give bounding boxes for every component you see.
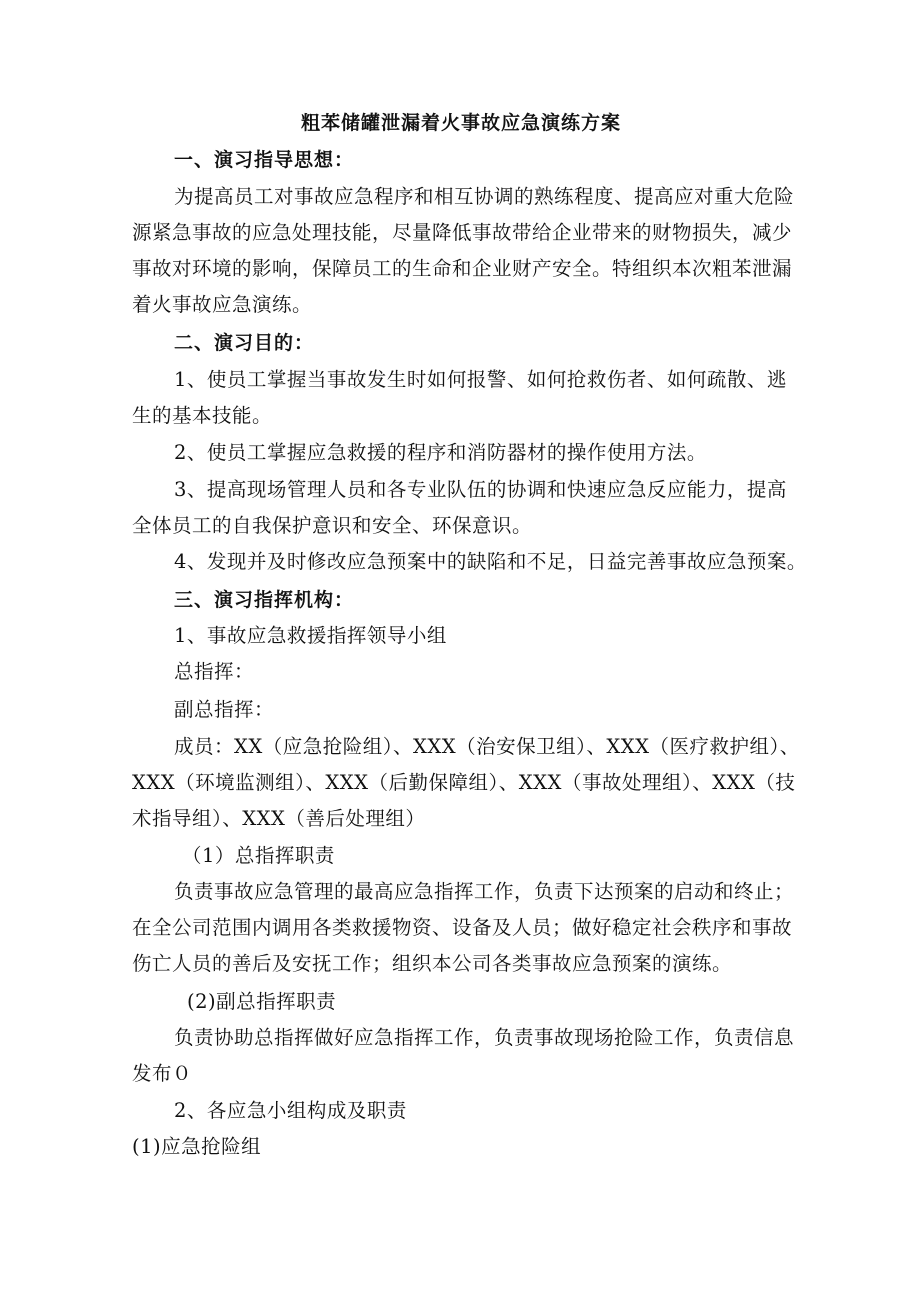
- paragraph-line: 着火事故应急演练。: [132, 293, 313, 316]
- paragraph-line: 事故对环境的影响，保障员工的生命和企业财产安全。特组织本次粗苯泄漏: [132, 257, 793, 280]
- paragraph-line: 为提高员工对事故应急程序和相互协调的熟练程度、提高应对重大危险: [174, 185, 795, 208]
- members-line: 术指导组）、XXX（善后处理组）: [132, 807, 426, 830]
- members-line: 成员：XX（应急抢险组）、XXX（治安保卫组）、XXX（医疗救护组）、: [174, 735, 800, 758]
- paragraph-line: 负责协助总指挥做好应急指挥工作，负责事故现场抢险工作，负责信息: [174, 1026, 795, 1049]
- subsection-heading: 1、事故应急救援指挥领导小组: [174, 624, 447, 647]
- duty-heading-commander: （1）总指挥职责: [182, 844, 335, 867]
- deputy-commander-label: 副总指挥：: [174, 698, 275, 721]
- group-heading: (1)应急抢险组: [132, 1135, 262, 1158]
- list-item: 2、使员工掌握应急救援的程序和消防器材的操作使用方法。: [174, 441, 707, 464]
- paragraph-line: 源紧急事故的应急处理技能，尽量降低事故带给企业带来的财物损失，减少: [132, 221, 793, 244]
- list-item: 4、发现并及时修改应急预案中的缺陷和不足，日益完善事故应急预案。: [174, 550, 807, 573]
- list-item-continued: 全体员工的自我保护意识和安全、环保意识。: [132, 514, 533, 537]
- subsection-heading: 2、各应急小组构成及职责: [174, 1099, 407, 1122]
- duty-heading-deputy: (2)副总指挥职责: [187, 990, 337, 1013]
- list-item-continued: 生的基本技能。: [132, 404, 273, 427]
- paragraph-line: 在全公司范围内调用各类救援物资、设备及人员；做好稳定社会秩序和事故: [132, 916, 793, 939]
- document-title: 粗苯储罐泄漏着火事故应急演练方案: [301, 112, 622, 134]
- commander-label: 总指挥：: [174, 660, 255, 683]
- list-item: 1、使员工掌握当事故发生时如何报警、如何抢救伤者、如何疏散、逃: [174, 368, 787, 391]
- section-heading-guiding-idea: 一、演习指导思想：: [174, 149, 355, 171]
- paragraph-line: 伤亡人员的善后及安抚工作；组织本公司各类事故应急预案的演练。: [132, 952, 733, 975]
- section-heading-command: 三、演习指挥机构：: [174, 589, 355, 611]
- members-line: XXX（环境监测组）、XXX（后勤保障组）、XXX（事故处理组）、XXX（技: [132, 771, 796, 794]
- paragraph-line: 发布０: [132, 1062, 193, 1085]
- section-heading-purpose: 二、演习目的：: [174, 332, 315, 354]
- list-item: 3、提高现场管理人员和各专业队伍的协调和快速应急反应能力，提高: [174, 478, 787, 501]
- paragraph-line: 负责事故应急管理的最高应急指挥工作，负责下达预案的启动和终止；: [174, 880, 795, 903]
